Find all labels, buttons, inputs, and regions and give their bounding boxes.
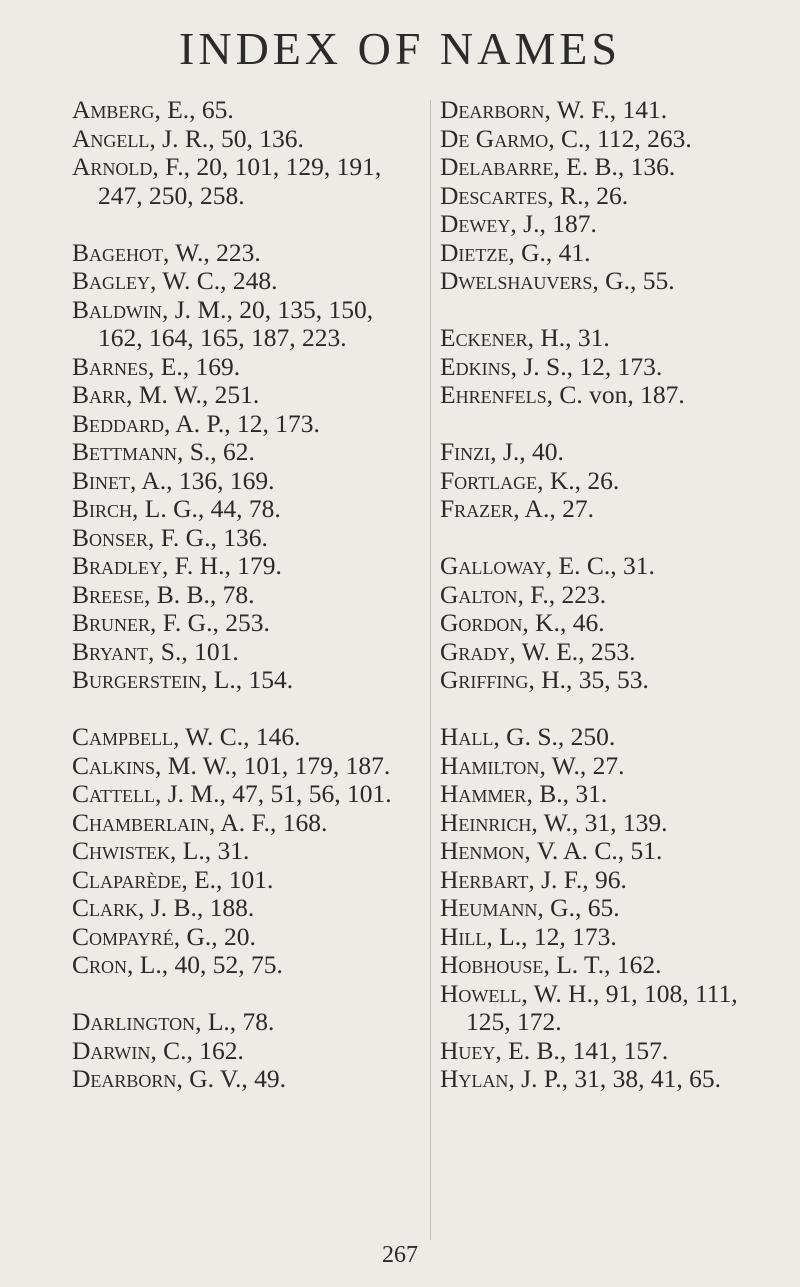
index-entry (440, 923, 785, 952)
entry-name: Dietze (440, 237, 509, 267)
entry-name: Amberg (72, 95, 155, 124)
entry-name: Edkins (440, 351, 511, 381)
entry-name: Galloway (440, 551, 546, 580)
entry-name: Arnold (72, 152, 153, 181)
entry-page-refs: , E., 169. (148, 351, 241, 381)
index-entry (72, 609, 422, 638)
entry-page-refs: , F., 223. (517, 579, 607, 609)
index-letter-group (440, 723, 785, 1094)
entry-name: Bagehot (72, 237, 163, 267)
entry-name: Gordon (440, 608, 523, 637)
index-entry (72, 866, 422, 895)
entry-name: Henmon (440, 836, 525, 865)
index-entry (72, 780, 422, 809)
index-entry (440, 638, 785, 667)
entry-name: Herbart (440, 864, 529, 894)
entry-page-refs: , A. P., 12, 173. (164, 408, 320, 438)
entry-name: Baldwin (72, 294, 162, 324)
entry-page-refs: , W. F., 141. (544, 95, 668, 124)
entry-page-refs: , L. G., 44, 78. (132, 494, 281, 523)
index-entry (440, 210, 785, 239)
index-entry (440, 552, 785, 581)
index-entry (440, 809, 785, 838)
entry-name: Frazer (440, 494, 514, 523)
entry-name: Barnes (72, 351, 149, 381)
entry-name: Cron (72, 950, 128, 979)
entry-page-refs: , S., 101. (148, 636, 239, 666)
entry-name: Clark (72, 893, 139, 922)
index-entry (440, 951, 785, 980)
index-entry (440, 182, 785, 211)
index-letter-group (72, 1008, 422, 1094)
index-entry (440, 467, 785, 496)
entry-name: Dwelshauvers (440, 266, 593, 295)
entry-page-refs: , K., 46. (522, 608, 605, 637)
index-entry (72, 239, 422, 268)
index-entry (440, 894, 785, 923)
entry-page-refs: , J. B., 188. (138, 893, 255, 922)
entry-name: Cattell (72, 779, 155, 808)
entry-page-refs: , A., 136, 169. (130, 465, 275, 495)
entry-page-refs: , C., 112, 263. (548, 123, 692, 153)
entry-name: Compayré (72, 921, 174, 951)
entry-page-refs: , W. C., 248. (150, 266, 278, 295)
entry-page-refs: , L., 40, 52, 75. (127, 950, 283, 979)
entry-page-refs: , E. B., 141, 157. (495, 1035, 669, 1065)
entry-page-refs: , G. S., 250. (493, 722, 616, 751)
index-entry (72, 495, 422, 524)
index-entry (440, 666, 785, 695)
entry-name: Hylan (440, 1064, 509, 1093)
entry-name: Bettmann (72, 437, 177, 466)
index-entry (72, 894, 422, 923)
index-letter-group (72, 239, 422, 695)
entry-page-refs: , J. M., 47, 51, 56, 101. (155, 779, 392, 808)
entry-name: De Garmo (440, 123, 549, 153)
entry-page-refs: , G., 41. (508, 237, 591, 267)
entry-page-refs: , E., 101. (181, 864, 274, 894)
entry-page-refs: , M. W., 251. (126, 380, 260, 409)
index-entry (72, 1037, 422, 1066)
index-entry (72, 381, 422, 410)
entry-page-refs: , L., 12, 173. (486, 921, 617, 951)
entry-page-refs: , W., 223. (163, 237, 261, 267)
entry-name: Bagley (72, 266, 150, 295)
index-entry (440, 723, 785, 752)
entry-page-refs: , L., 154. (201, 665, 294, 694)
index-entry (440, 495, 785, 524)
entry-page-refs: , J. P., 31, 38, 41, 65. (508, 1064, 721, 1093)
entry-name: Beddard (72, 408, 165, 438)
entry-name: Bruner (72, 608, 151, 637)
entry-page-refs: , F. H., 179. (162, 551, 282, 580)
entry-name: Breese (72, 579, 145, 609)
entry-page-refs: , F., 20, 101, 129, 191, 247, 250, 258. (98, 152, 382, 210)
index-entry (72, 410, 422, 439)
index-entry (72, 267, 422, 296)
entry-page-refs: , V. A. C., 51. (524, 836, 663, 865)
index-entry (440, 324, 785, 353)
entry-name: Dearborn (440, 95, 545, 124)
entry-name: Finzi (440, 437, 491, 466)
entry-name: Galton (440, 579, 518, 609)
index-entry (72, 752, 422, 781)
entry-name: Angell (72, 123, 150, 153)
entry-name: Bonser (72, 522, 149, 552)
index-entry (72, 153, 422, 210)
entry-name: Eckener (440, 323, 528, 352)
entry-name: Chwistek (72, 836, 170, 865)
index-entry (440, 581, 785, 610)
index-entry (440, 381, 785, 410)
entry-page-refs: , A., 27. (513, 494, 594, 523)
entry-page-refs: , L., 78. (195, 1007, 275, 1036)
entry-page-refs: , W. E., 253. (509, 636, 636, 666)
entry-name: Howell (440, 978, 522, 1008)
entry-page-refs: , W., 27. (539, 750, 625, 780)
entry-page-refs: , G., 55. (592, 266, 675, 295)
entry-name: Binet (72, 465, 130, 495)
index-column-right (440, 96, 785, 1122)
entry-name: Huey (440, 1035, 496, 1065)
index-entry (72, 296, 422, 353)
entry-page-refs: , E., 65. (154, 95, 234, 124)
entry-name: Chamberlain (72, 807, 210, 837)
entry-name: Bradley (72, 551, 163, 580)
index-entry (72, 438, 422, 467)
index-entry (72, 467, 422, 496)
entry-page-refs: , G. V., 49. (176, 1064, 287, 1093)
index-entry (72, 353, 422, 382)
entry-name: Campbell (72, 722, 174, 751)
entry-page-refs: , G., 20. (173, 921, 256, 951)
entry-name: Hamilton (440, 750, 540, 780)
entry-page-refs: , L. T., 162. (543, 950, 662, 979)
entry-page-refs: , B., 31. (526, 779, 608, 808)
entry-name: Claparède (72, 864, 182, 894)
entry-page-refs: , W. C., 146. (173, 722, 301, 751)
index-entry (440, 353, 785, 382)
index-entry (440, 609, 785, 638)
entry-page-refs: , M. W., 101, 179, 187. (155, 750, 391, 780)
entry-name: Darlington (72, 1007, 196, 1036)
index-entry (440, 837, 785, 866)
entry-name: Heinrich (440, 807, 532, 837)
entry-page-refs: , A. F., 168. (209, 807, 328, 837)
index-entry (72, 581, 422, 610)
entry-name: Barr (72, 380, 127, 409)
entry-page-refs: , W. H., 91, 108, 111, 125, 172. (466, 978, 738, 1036)
entry-page-refs: , J. R., 50, 136. (149, 123, 304, 153)
entry-page-refs: , B. B., 78. (144, 579, 255, 609)
entry-name: Dearborn (72, 1064, 177, 1093)
entry-name: Ehrenfels (440, 380, 547, 409)
entry-page-refs: , H., 35, 53. (528, 665, 649, 694)
page-title: INDEX OF NAMES (179, 23, 621, 74)
index-entry (72, 524, 422, 553)
entry-page-refs: , R., 26. (547, 180, 629, 210)
entry-name: Hill (440, 921, 487, 951)
index-letter-group (440, 552, 785, 695)
index-entry (72, 666, 422, 695)
entry-page-refs: , J., 187. (510, 209, 597, 238)
index-entry (72, 125, 422, 154)
index-letter-group (72, 96, 422, 210)
index-entry (72, 1008, 422, 1037)
index-entry (440, 96, 785, 125)
entry-page-refs: , J. F., 96. (528, 864, 627, 894)
entry-name: Darwin (72, 1035, 151, 1065)
entry-name: Fortlage (440, 465, 538, 495)
entry-page-refs: , H., 31. (527, 323, 610, 352)
index-entry (72, 923, 422, 952)
column-divider (430, 100, 431, 1240)
entry-page-refs: , F. G., 253. (150, 608, 270, 637)
index-entry (440, 752, 785, 781)
index-entry (440, 980, 785, 1037)
index-letter-group (440, 438, 785, 524)
entry-name: Descartes (440, 180, 548, 210)
entry-page-refs: , J. S., 12, 173. (510, 351, 663, 381)
entry-page-refs: , W., 31, 139. (531, 807, 668, 837)
entry-page-refs: , L., 31. (170, 836, 250, 865)
index-entry (440, 1065, 785, 1094)
index-entry (440, 239, 785, 268)
index-entry (72, 837, 422, 866)
index-entry (440, 866, 785, 895)
page-number: 267 (382, 1242, 418, 1268)
index-entry (72, 638, 422, 667)
entry-page-refs: , C., 162. (150, 1035, 244, 1065)
entry-page-refs: , E. C., 31. (545, 551, 655, 580)
index-entry (440, 125, 785, 154)
index-entry (440, 267, 785, 296)
entry-name: Delabarre (440, 152, 554, 181)
entry-name: Heumann (440, 893, 538, 922)
index-entry (72, 1065, 422, 1094)
index-entry (72, 96, 422, 125)
entry-page-refs: , C. von, 187. (546, 380, 685, 409)
index-entry (440, 780, 785, 809)
entry-name: Griffing (440, 665, 529, 694)
entry-page-refs: , K., 26. (537, 465, 620, 495)
entry-page-refs: , G., 65. (537, 893, 620, 922)
entry-page-refs: , F. G., 136. (148, 522, 268, 552)
entry-name: Bryant (72, 636, 149, 666)
entry-name: Grady (440, 636, 510, 666)
index-entry (440, 438, 785, 467)
index-entry (72, 723, 422, 752)
entry-page-refs: , J., 40. (490, 437, 564, 466)
entry-page-refs: , J. M., 20, 135, 150, 162, 164, 165, 187, 223. (98, 294, 374, 352)
index-letter-group (440, 324, 785, 410)
entry-page-refs: , S., 62. (177, 437, 255, 466)
index-entry (72, 809, 422, 838)
entry-name: Hall (440, 722, 494, 751)
index-entry (72, 552, 422, 581)
entry-name: Dewey (440, 209, 511, 238)
entry-page-refs: , E. B., 136. (553, 152, 676, 181)
entry-name: Birch (72, 494, 133, 523)
index-entry (440, 1037, 785, 1066)
index-letter-group (440, 96, 785, 296)
entry-name: Hobhouse (440, 950, 544, 979)
entry-name: Hammer (440, 779, 527, 808)
index-letter-group (72, 723, 422, 980)
index-entry (440, 153, 785, 182)
index-column-left (72, 96, 422, 1122)
entry-name: Burgerstein (72, 665, 202, 694)
index-entry (72, 951, 422, 980)
entry-name: Calkins (72, 750, 156, 780)
